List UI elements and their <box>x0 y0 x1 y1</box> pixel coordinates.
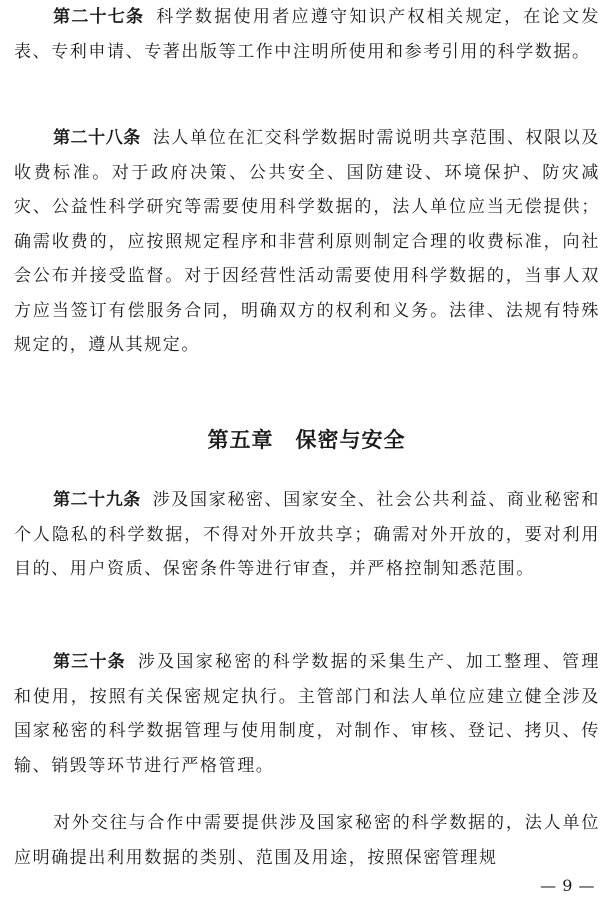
article-29-heading: 第二十九条 <box>53 490 141 510</box>
chapter-title: 保密与安全 <box>295 428 406 452</box>
continuation-text: 对外交往与合作中需要提供涉及国家秘密的科学数据的，法人单位应明确提出利用数据的类别、范围及用途，按照保密管理规 <box>14 813 600 868</box>
article-30-text: 涉及国家秘密的科学数据的采集生产、加工整理、管理和使用，按照有关保密规定执行。主管部门和法人单位应建立健全涉及国家秘密的科学数据管理与使用制度，对制作、审核、登记、拷贝、传输、销毁等环节进行严格管理。 <box>14 652 601 776</box>
article-27-paragraph <box>14 0 600 69</box>
article-27-text: 科学数据使用者应遵守知识产权相关规定，在论文发表、专利申请、专著出版等工作中注明所使用和参考引用的科学数据。 <box>14 7 600 62</box>
article-28-text: 法人单位在汇交科学数据时需说明共享范围、权限以及收费标准。对于政府决策、公共安全、国防建设、环境保护、防灾减灾、公益性科学研究等需要使用科学数据的，法人单位应当无偿提供；确需收费的，应按照规定程序和非营利原则制定合理的收费标准，向社会公布并接受监督。对于因经营性活动需要使用科学数据的，当事人双方应当签订有偿服务合同，明确双方的权利和义务。法律、法规有特殊规定的，遵从其规定。 <box>14 128 601 355</box>
article-30-heading: 第三十条 <box>53 652 126 672</box>
article-27-heading: 第二十七条 <box>53 7 145 27</box>
article-30-continuation-paragraph <box>14 806 600 875</box>
article-28-heading: 第二十八条 <box>53 128 141 148</box>
article-29-text: 涉及国家秘密、国家安全、社会公共利益、商业秘密和个人隐私的科学数据，不得对外开放共享；确需对外开放的，要对利用目的、用户资质、保密条件等进行审查，并严格控制知悉范围。 <box>14 490 601 579</box>
article-30-paragraph <box>14 645 600 783</box>
chapter-number: 第五章 <box>207 428 274 452</box>
article-28-paragraph <box>14 121 600 363</box>
page-number: — 9 — <box>540 876 595 895</box>
chapter-heading <box>0 424 613 454</box>
article-29-paragraph <box>14 483 600 587</box>
